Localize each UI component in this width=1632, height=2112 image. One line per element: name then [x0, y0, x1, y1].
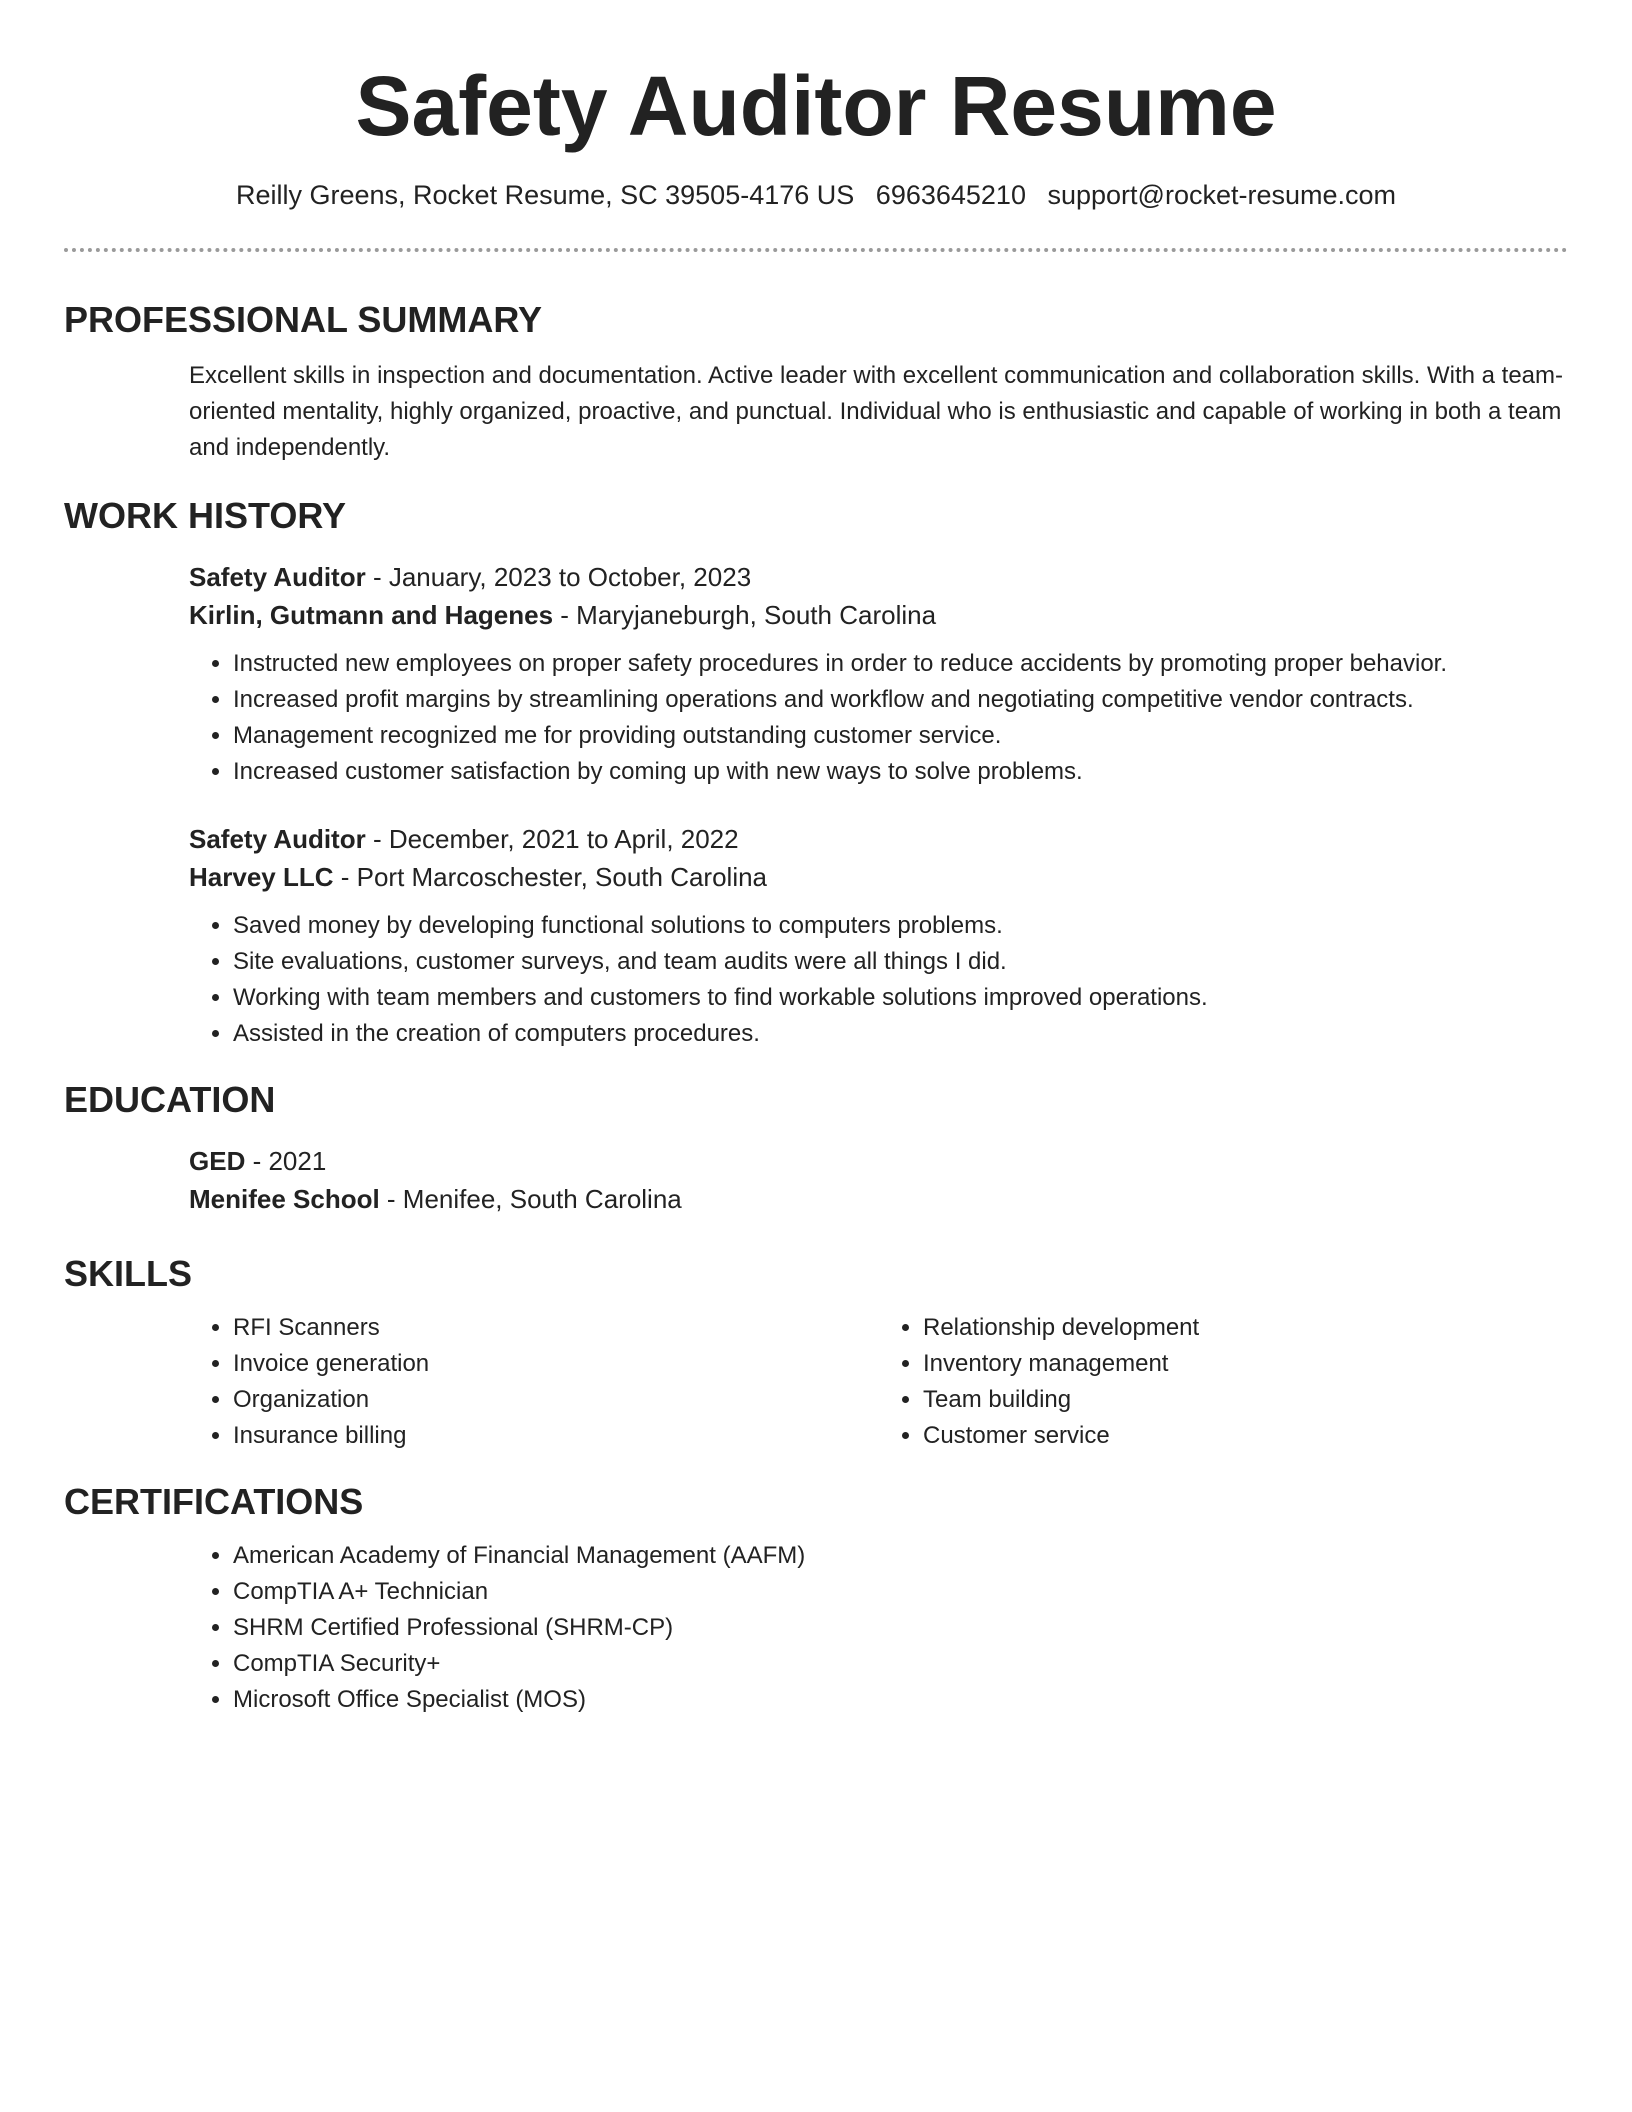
skill-item: • Invoice generation — [233, 1346, 879, 1382]
job-entry — [189, 820, 1568, 1052]
contact-line — [64, 178, 1568, 212]
certification-item: • American Academy of Financial Management (AAFM) — [233, 1538, 1568, 1574]
job-bullets — [189, 646, 1568, 790]
list-item: • Site evaluations, customer surveys, and team audits were all things I did. — [233, 944, 1568, 980]
skill-item: • Organization — [233, 1382, 879, 1418]
resume-page — [64, 0, 1568, 1718]
skill-item: • Relationship development — [923, 1310, 1569, 1346]
list-item: • Assisted in the creation of computers procedures. — [233, 1016, 1568, 1052]
header-divider — [64, 248, 1568, 252]
resume-title: Safety Auditor Resume — [355, 59, 1277, 153]
education-section — [64, 1078, 1568, 1218]
list-item: • Saved money by developing functional solutions to computers problems. — [233, 908, 1568, 944]
skills-section — [64, 1252, 1568, 1454]
summary-text: Excellent skills in inspection and documentation. Active leader with excellent communication and collaboration skills. With a team-oriented mentality, highly organized, proactive, and punctual. Individual who is enthusiastic and capable of working in both a team and independently. — [189, 362, 1564, 461]
education-year: - 2021 — [245, 1146, 327, 1176]
job-role: Safety Auditor — [189, 562, 366, 592]
job-company: Kirlin, Gutmann and Hagenes — [189, 600, 554, 630]
skills-list-left — [189, 1310, 879, 1454]
list-item: • Instructed new employees on proper safety procedures in order to reduce accidents by promoting proper behavior. — [233, 646, 1568, 682]
education-heading: EDUCATION — [64, 1079, 276, 1120]
education-school: Menifee School — [189, 1184, 380, 1214]
education-school-line — [189, 1180, 1568, 1218]
list-item: • Working with team members and customers to find workable solutions improved operations. — [233, 980, 1568, 1016]
skill-item: • RFI Scanners — [233, 1310, 879, 1346]
job-company: Harvey LLC — [189, 862, 334, 892]
summary-heading: PROFESSIONAL SUMMARY — [64, 299, 543, 340]
list-item: • Increased customer satisfaction by coming up with new ways to solve problems. — [233, 754, 1568, 790]
contact-email: support@rocket-resume.com — [1047, 180, 1397, 210]
work-section — [64, 494, 1568, 1052]
skill-item: • Team building — [923, 1382, 1569, 1418]
contact-phone: 6963645210 — [875, 180, 1026, 210]
certification-item: • CompTIA A+ Technician — [233, 1574, 1568, 1610]
education-degree-line — [189, 1142, 1568, 1180]
job-company-line — [189, 858, 1568, 896]
list-item: • Increased profit margins by streamlining operations and workflow and negotiating competitive vendor contracts. — [233, 682, 1568, 718]
list-item: • Management recognized me for providing outstanding customer service. — [233, 718, 1568, 754]
certification-item: • Microsoft Office Specialist (MOS) — [233, 1682, 1568, 1718]
education-degree: GED — [189, 1146, 246, 1176]
skills-list-right — [879, 1310, 1569, 1454]
certifications-heading: CERTIFICATIONS — [64, 1481, 364, 1522]
skill-item: • Customer service — [923, 1418, 1569, 1454]
job-title-line — [189, 820, 1568, 858]
education-location: - Menifee, South Carolina — [379, 1184, 682, 1214]
job-dates: - January, 2023 to October, 2023 — [365, 562, 752, 592]
job-bullets — [189, 908, 1568, 1052]
job-role: Safety Auditor — [189, 824, 366, 854]
skills-heading: SKILLS — [64, 1253, 193, 1294]
job-location: - Maryjaneburgh, South Carolina — [553, 600, 937, 630]
skill-item: • Inventory management — [923, 1346, 1569, 1382]
certifications-section — [64, 1480, 1568, 1718]
certification-item: • SHRM Certified Professional (SHRM-CP) — [233, 1610, 1568, 1646]
contact-address: Reilly Greens, Rocket Resume, SC 39505-4176 US — [235, 180, 855, 210]
job-title-line — [189, 558, 1568, 596]
job-dates: - December, 2021 to April, 2022 — [365, 824, 739, 854]
job-company-line — [189, 596, 1568, 634]
summary-section — [64, 298, 1568, 466]
work-heading: WORK HISTORY — [64, 495, 347, 536]
job-location: - Port Marcoschester, South Carolina — [333, 862, 768, 892]
certification-item: • CompTIA Security+ — [233, 1646, 1568, 1682]
skill-item: • Insurance billing — [233, 1418, 879, 1454]
certifications-list — [189, 1538, 1568, 1718]
job-entry — [189, 558, 1568, 790]
